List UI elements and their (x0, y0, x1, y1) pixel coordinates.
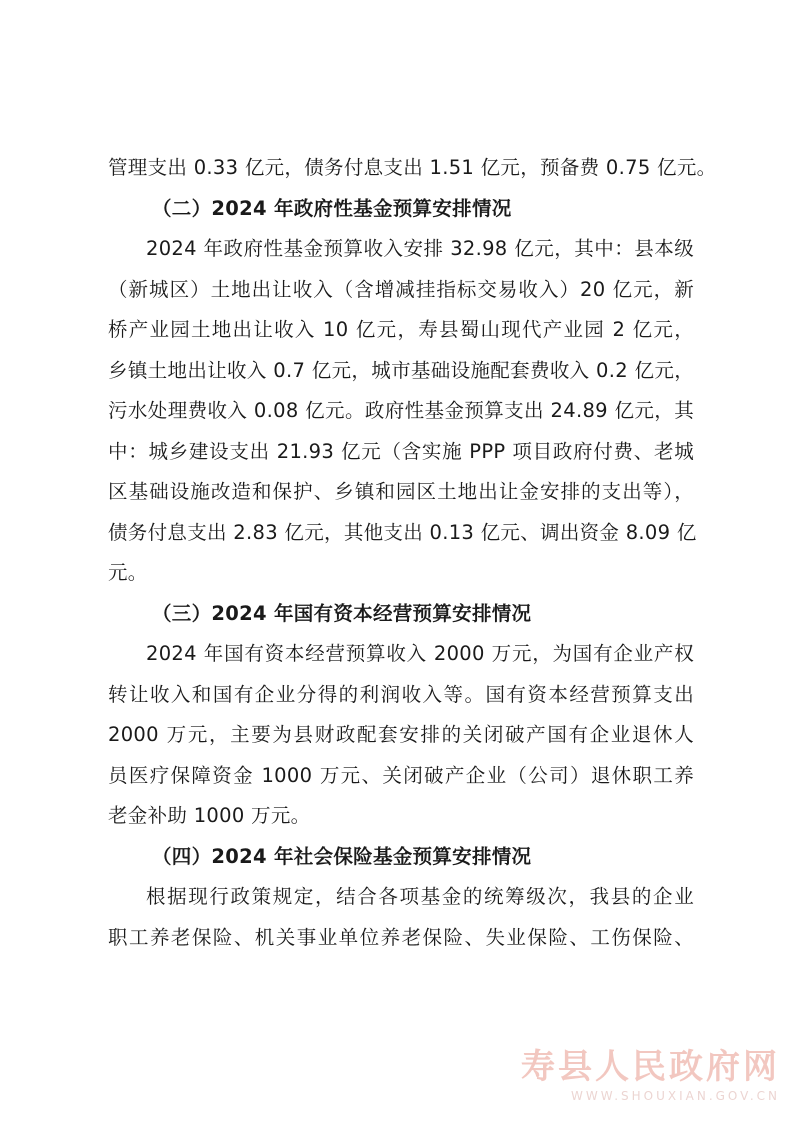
paragraph-line: 中：城乡建设支出 21.93 亿元（含实施 PPP 项目政府付费、老城 (108, 439, 694, 463)
paragraph-line: 职工养老保险、机关事业单位养老保险、失业保险、工伤保险、 (108, 925, 694, 949)
paragraph-line: 转让收入和国有企业分得的利润收入等。国有资本经营预算支出 (108, 682, 694, 706)
paragraph-line: 2000 万元，主要为县财政配套安排的关闭破产国有企业退休人 (108, 723, 694, 746)
site-watermark (480, 1046, 780, 1104)
paragraph-line: 元。 (108, 561, 148, 584)
paragraph-line: 管理支出 0.33 亿元，债务付息支出 1.51 亿元，预备费 0.75 亿元。 (108, 156, 717, 179)
paragraph-line: 2024 年政府性基金预算收入安排 32.98 亿元，其中：县本级 (146, 237, 694, 260)
document-body (108, 148, 717, 958)
paragraph-line: 乡镇土地出让收入 0.7 亿元，城市基础设施配套费收入 0.2 亿元， (108, 358, 694, 382)
paragraph-line: 员医疗保障资金 1000 万元、关闭破产企业（公司）退休职工养 (108, 763, 694, 787)
section-heading: （四）2024 年社会保险基金预算安排情况 (152, 844, 532, 868)
watermark-url: WWW.SHOUXIAN.GOV.CN (570, 1089, 780, 1103)
paragraph-line: 债务付息支出 2.83 亿元，其他支出 0.13 亿元、调出资金 8.09 亿 (108, 520, 697, 544)
paragraph-line: 2024 年国有资本经营预算收入 2000 万元，为国有企业产权 (146, 642, 694, 665)
paragraph-line: 老金补助 1000 万元。 (108, 804, 311, 827)
section-heading: （二）2024 年政府性基金预算安排情况 (152, 196, 512, 220)
paragraph-line: 污水处理费收入 0.08 亿元。政府性基金预算支出 24.89 亿元，其 (108, 399, 694, 422)
watermark-title: 寿县人民政府网 (521, 1047, 780, 1087)
section-heading: （三）2024 年国有资本经营预算安排情况 (152, 601, 532, 625)
paragraph-line: 根据现行政策规定，结合各项基金的统筹级次，我县的企业 (146, 885, 694, 908)
paragraph-line: 桥产业园土地出让收入 10 亿元，寿县蜀山现代产业园 2 亿元， (108, 318, 694, 341)
paragraph-line: （新城区）土地出让收入（含增减挂指标交易收入）20 亿元，新 (108, 277, 694, 301)
paragraph-line: 区基础设施改造和保护、乡镇和园区土地出让金安排的支出等）， (108, 480, 694, 503)
